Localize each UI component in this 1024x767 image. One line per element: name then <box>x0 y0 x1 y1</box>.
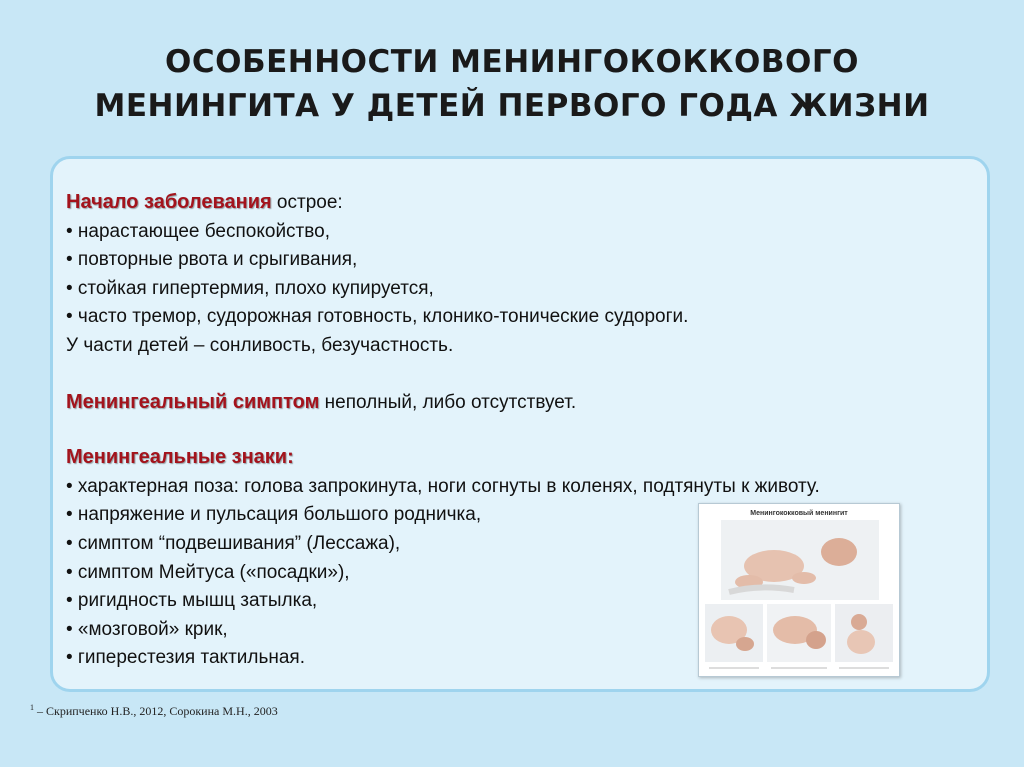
signs-item: • симптом “подвешивания” (Лессажа), <box>66 532 401 554</box>
signs-label: Менингеальные знаки: <box>66 446 294 469</box>
onset-item: • нарастающее беспокойство, <box>66 220 330 242</box>
signs-item: • гиперестезия тактильная. <box>66 647 306 669</box>
signs-item: • «мозговой» крик, <box>66 618 228 640</box>
signs-item: • ригидность мышц затылка, <box>66 590 318 612</box>
symptom-label: Менингеальный симптом <box>66 390 320 413</box>
onset-heading <box>66 188 820 218</box>
footnote-text: – Скрипченко Н.В., 2012, Сорокина М.Н., 2003 <box>34 704 278 718</box>
onset-item: • стойкая гипертермия, плохо купируется, <box>66 277 434 299</box>
signs-item: • характерная поза: голова запрокинута, ноги согнуты в коленях, подтянуты к животу. <box>66 475 820 497</box>
onset-item: • часто тремор, судорожная готовность, клонико-тонические судороги. <box>66 306 689 328</box>
onset-label: Начало заболевания <box>66 191 272 213</box>
onset-rest: острое: <box>271 192 343 213</box>
footnote-marker: 1 <box>30 703 34 712</box>
footnote <box>30 703 278 719</box>
symptom-line <box>66 388 820 418</box>
slide-title <box>0 40 1024 128</box>
infant-photo-icon <box>699 504 899 676</box>
title-line-1: ОСОБЕННОСТИ МЕНИНГОКОККОВОГО <box>165 44 859 80</box>
signs-heading <box>66 443 820 473</box>
onset-item: • повторные рвота и срыгивания, <box>66 249 358 271</box>
infant-photo-collage <box>698 503 900 677</box>
signs-item: • напряжение и пульсация большого родничка, <box>66 504 482 526</box>
onset-note: У части детей – сонливость, безучастность. <box>66 334 454 356</box>
title-line-2: МЕНИНГИТА У ДЕТЕЙ ПЕРВОГО ГОДА ЖИЗНИ <box>94 88 930 124</box>
symptom-rest: неполный, либо отсутствует. <box>319 391 577 413</box>
signs-item: • симптом Мейтуса («посадки»), <box>66 561 350 583</box>
figure-caption: Менингококковый менингит <box>750 510 848 517</box>
